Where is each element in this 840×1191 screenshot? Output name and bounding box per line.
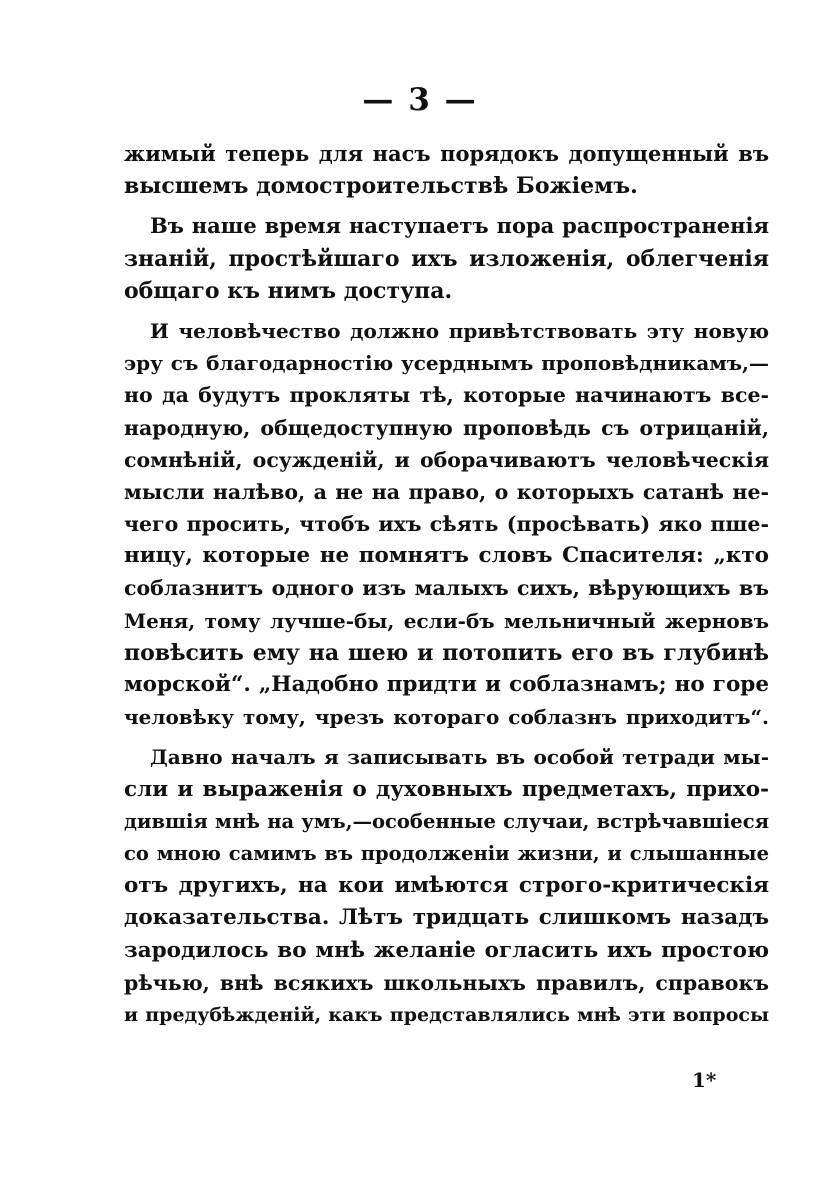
text-line: знаній, простѣйшаго ихъ изложенія, облегченія (124, 245, 769, 272)
text-line: повѣсить ему на шею и потопить его въ глубинѣ (124, 639, 769, 666)
text-line: рѣчью, внѣ всякихъ школьныхъ правилъ, справокъ (124, 970, 769, 995)
text-line: Въ наше время наступаетъ пора распространенія (150, 213, 769, 239)
text-line: мысли налѣво, а не на право, о которыхъ сатанѣ не- (124, 479, 769, 504)
text-line: и предубѣжденій, какъ представлялись мнѣ эти вопросы (124, 1003, 769, 1026)
text-line: общаго къ нимъ доступа. (124, 277, 453, 304)
text-line: зародилось во мнѣ желаніе огласить ихъ простою (124, 937, 769, 963)
text-line: жимый теперь для насъ порядокъ допущенный въ (124, 141, 769, 166)
text-line: со мною самимъ въ продолженіи жизни, и слышанные (124, 841, 769, 865)
text-line: Меня, тому лучше-бы, если-бъ мельничный жерновъ (124, 608, 769, 633)
text-line: доказательства. Лѣтъ тридцать слишкомъ назадъ (124, 905, 769, 931)
text-line: отъ другихъ, на кои имѣются строго-критическія (124, 873, 769, 899)
text-line: сли и выраженія о духовныхъ предметахъ, прихо- (124, 776, 769, 802)
text-line: И человѣчество должно привѣтствовать эту новую (150, 318, 769, 343)
body-text (124, 138, 769, 1031)
text-line: но да будутъ прокляты тѣ, которые начинаютъ все- (124, 383, 769, 408)
text-line: соблазнитъ одного изъ малыхъ сихъ, вѣрующихъ въ (124, 576, 769, 601)
text-line: чего просить, чтобъ ихъ сѣять (просѣвать) яко пше- (124, 512, 769, 537)
page-number: — 3 — (362, 82, 478, 118)
text-line: ницу, которые не помнятъ словъ Спасителя: „кто (124, 543, 769, 569)
text-line: народную, общедоступную проповѣдь съ отрицаній, (124, 415, 769, 440)
text-line: высшемъ домостроительствѣ Божіемъ. (124, 173, 638, 200)
text-line: человѣку тому, чрезъ котораго соблазнъ приходитъ“. (124, 705, 769, 730)
text-line: сомнѣній, осужденій, и оборачиваютъ человѣческія (124, 447, 769, 472)
text-line: Давно началъ я записывать въ особой тетради мы- (150, 745, 769, 770)
signature-mark: 1* (692, 1068, 717, 1092)
text-line: эру съ благодарностію усерднымъ проповѣдникамъ,— (124, 351, 769, 376)
text-line: морской“. „Надобно придти и соблазнамъ; но горе (124, 672, 769, 697)
text-line: дившія мнѣ на умъ,—особенные случаи, встрѣчавшіеся (124, 809, 769, 833)
